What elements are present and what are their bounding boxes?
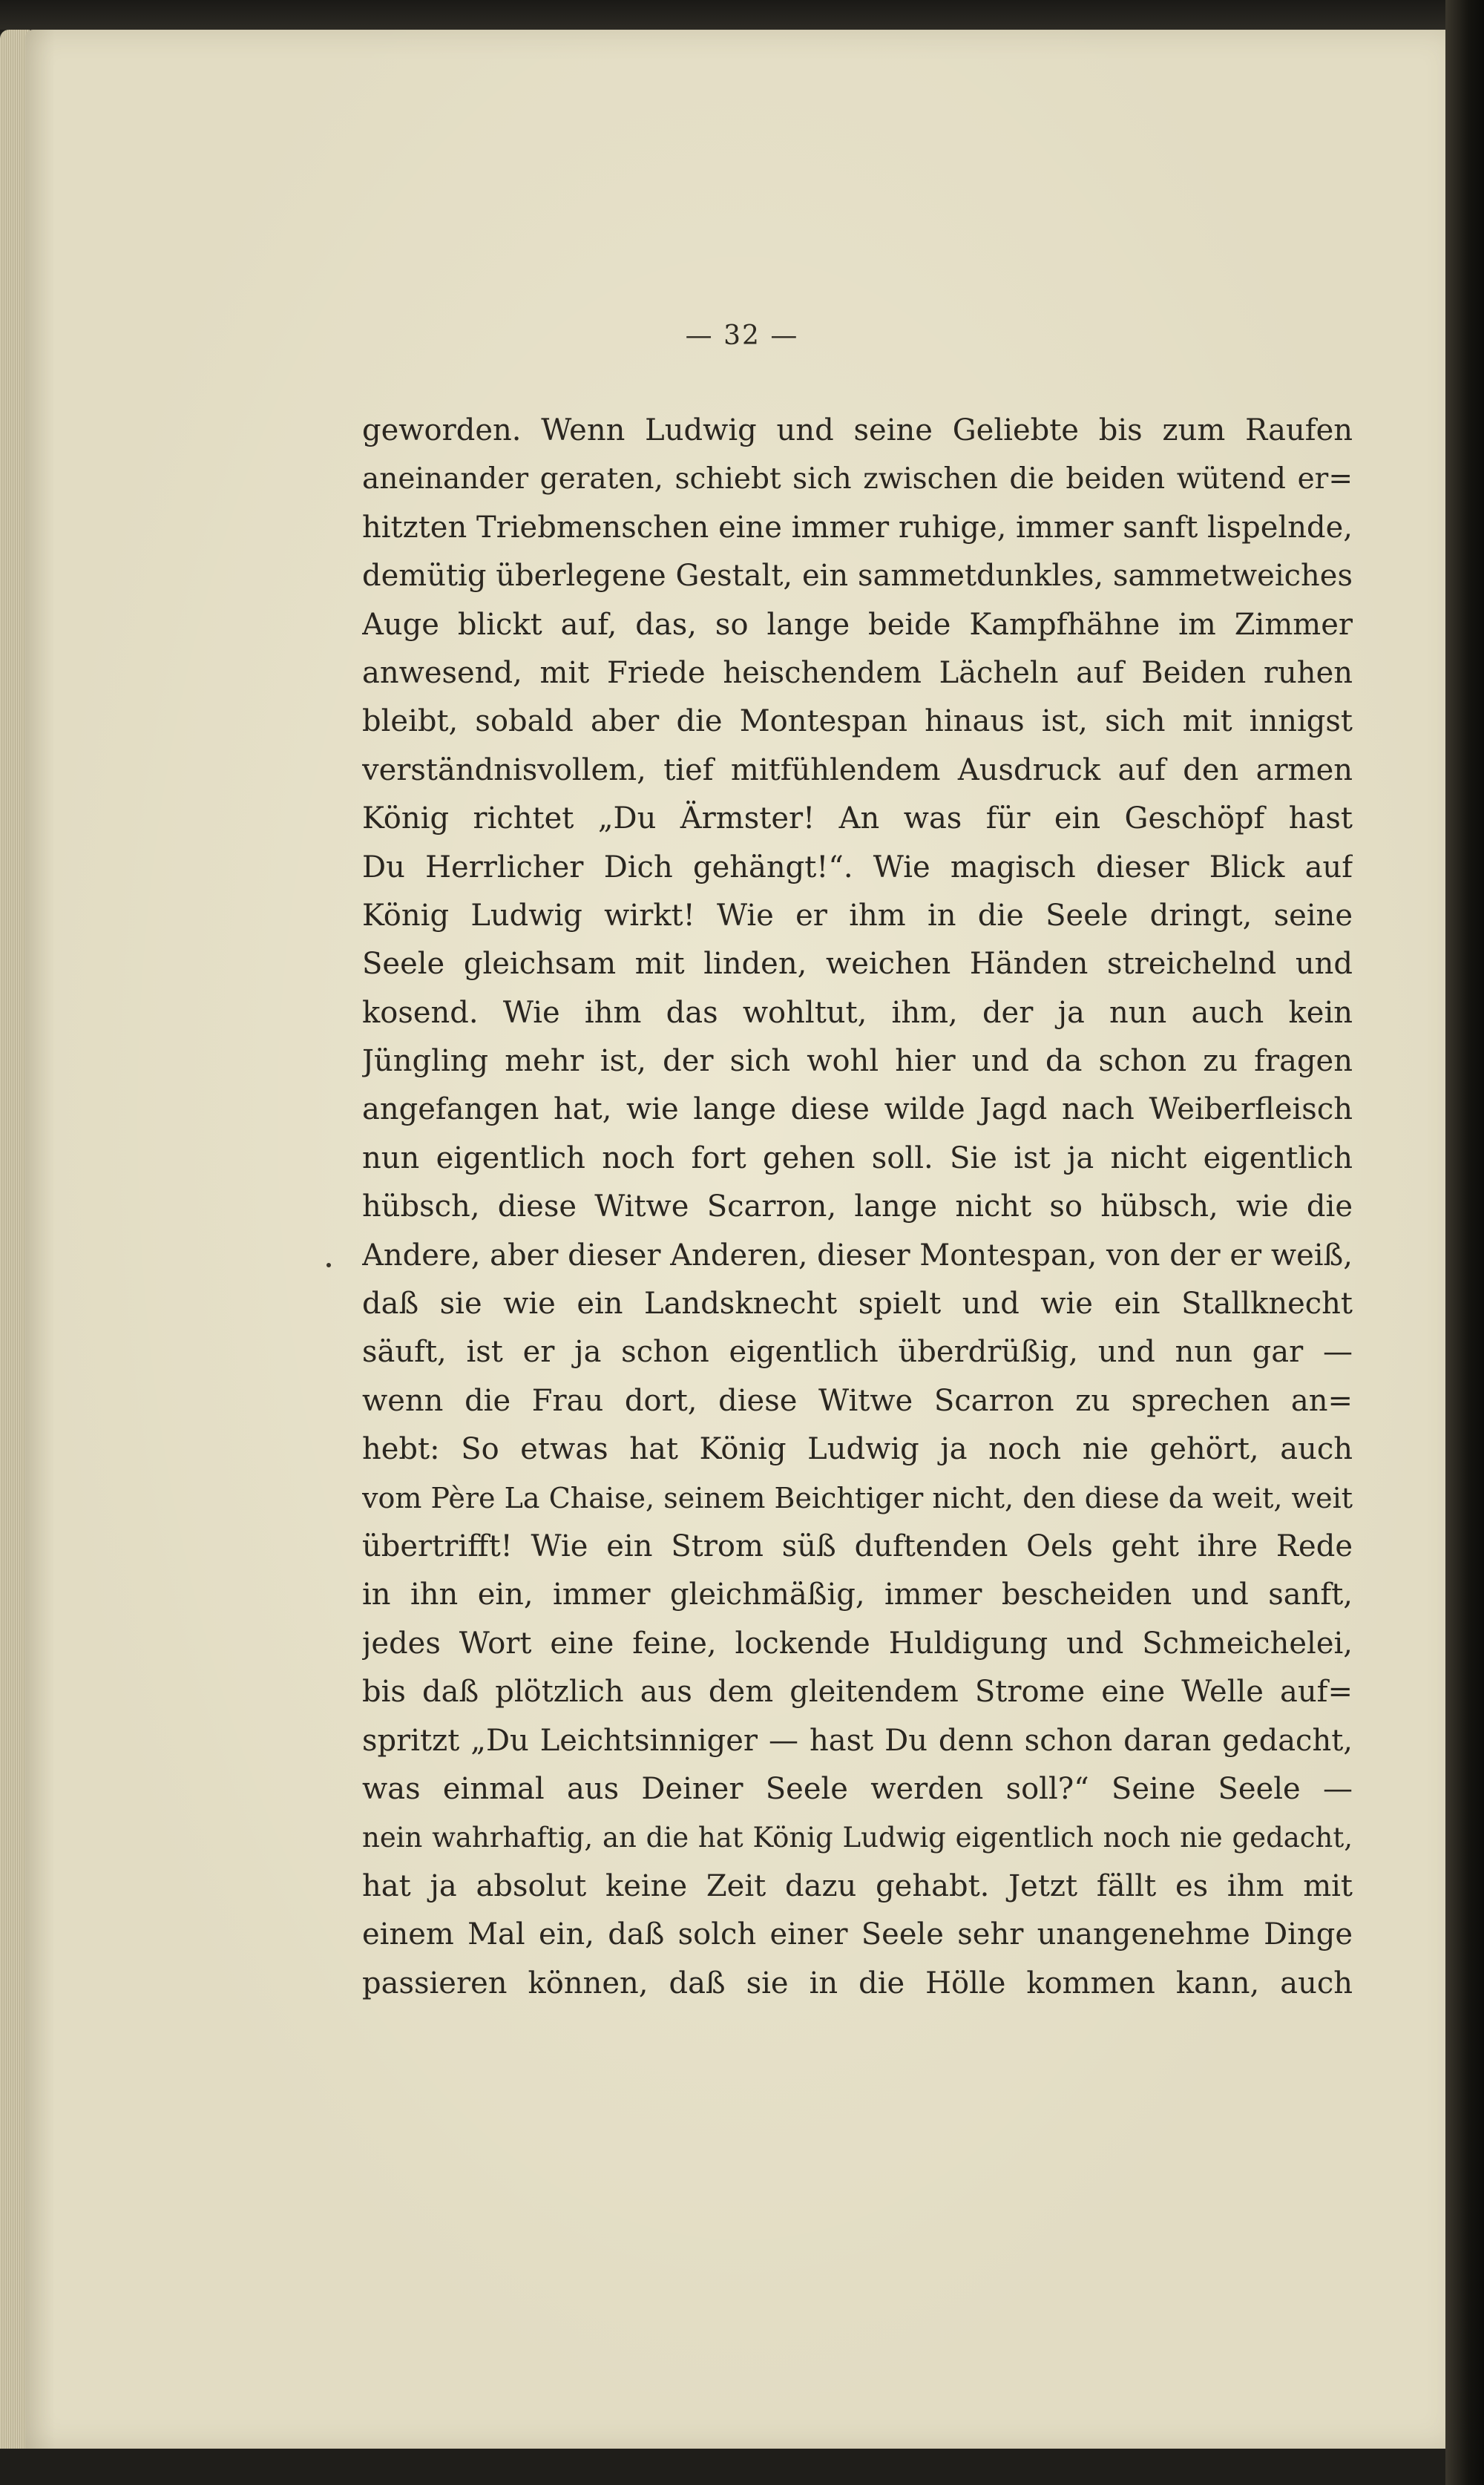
- text-line: nun eigentlich noch fort gehen soll. Sie ist ja nicht eigentlich: [362, 1140, 1353, 1175]
- text-line: Andere, aber dieser Anderen, dieser Montespan, von der er weiß,: [362, 1238, 1353, 1273]
- text-line: Seele gleichsam mit linden, weichen Händen streichelnd und: [362, 947, 1353, 982]
- text-line: angefangen hat, wie lange diese wilde Jagd nach Weiberfleisch: [362, 1092, 1353, 1127]
- binding-gutter: [1445, 0, 1484, 2485]
- text-line: säuft, ist er ja schon eigentlich überdrüßig, und nun gar —: [362, 1335, 1353, 1370]
- text-line: demütig überlegene Gestalt, ein sammetdunkles, sammetweiches: [362, 559, 1353, 594]
- text-line: aneinander geraten, schiebt sich zwischen die beiden wütend er=: [362, 462, 1353, 496]
- text-line: bis daß plötzlich aus dem gleitendem Strome eine Welle auf=: [362, 1675, 1353, 1710]
- scan-top-border: [0, 0, 1484, 30]
- text-line: übertrifft! Wie ein Strom süß duftenden Oels geht ihre Rede: [362, 1529, 1353, 1563]
- text-line: König Ludwig wirkt! Wie er ihm in die Seele dringt, seine: [362, 898, 1353, 933]
- text-line: hebt: So etwas hat König Ludwig ja noch nie gehört, auch: [362, 1432, 1353, 1467]
- text-line: verständnisvollem, tief mitfühlendem Ausdruck auf den armen: [362, 752, 1353, 787]
- text-line: jedes Wort eine feine, lockende Huldigung und Schmeichelei,: [362, 1626, 1353, 1661]
- text-line: hübsch, diese Witwe Scarron, lange nicht so hübsch, wie die: [362, 1189, 1353, 1224]
- text-line: in ihn ein, immer gleichmäßig, immer bescheiden und sanft,: [362, 1578, 1353, 1612]
- text-line: spritzt „Du Leichtsinniger — hast Du denn schon daran gedacht,: [362, 1723, 1353, 1758]
- text-line: was einmal aus Deiner Seele werden soll?“ Seine Seele —: [362, 1771, 1353, 1806]
- margin-dot: [326, 1263, 331, 1267]
- text-line: hitzten Triebmenschen eine immer ruhige, immer sanft lispelnde,: [362, 510, 1353, 545]
- text-line: bleibt, sobald aber die Montespan hinaus ist, sich mit innigst: [362, 704, 1353, 739]
- text-line: Auge blickt auf, das, so lange beide Kampfhähne im Zimmer: [362, 607, 1353, 642]
- text-line: geworden. Wenn Ludwig und seine Geliebte bis zum Raufen: [362, 413, 1353, 447]
- text-line: kosend. Wie ihm das wohltut, ihm, der ja nun auch kein: [362, 995, 1353, 1030]
- text-line: wenn die Frau dort, diese Witwe Scarron zu sprechen an=: [362, 1383, 1353, 1418]
- page-number: — 32 —: [685, 321, 799, 351]
- text-line: Jüngling mehr ist, der sich wohl hier und da schon zu fragen: [362, 1044, 1353, 1079]
- text-line: anwesend, mit Friede heischendem Lächeln auf Beiden ruhen: [362, 655, 1353, 690]
- text-line: passieren können, daß sie in die Hölle kommen kann, auch: [362, 1966, 1353, 2000]
- body-text: [362, 407, 1353, 2008]
- text-line: Du Herrlicher Dich gehängt!“. Wie magisch dieser Blick auf: [362, 850, 1353, 884]
- text-line: hat ja absolut keine Zeit dazu gehabt. Jetzt fällt es ihm mit: [362, 1868, 1353, 1903]
- text-line: vom Père La Chaise, seinem Beichtiger nicht, den diese da weit, weit: [362, 1481, 1353, 1514]
- text-line: daß sie wie ein Landsknecht spielt und wie ein Stallknecht: [362, 1287, 1353, 1322]
- text-line: König richtet „Du Ärmster! An was für ein Geschöpf hast: [362, 801, 1353, 836]
- text-line: einem Mal ein, daß solch einer Seele sehr unangenehme Dinge: [362, 1917, 1353, 1952]
- text-line: nein wahrhaftig, an die hat König Ludwig eigentlich noch nie gedacht,: [362, 1822, 1353, 1854]
